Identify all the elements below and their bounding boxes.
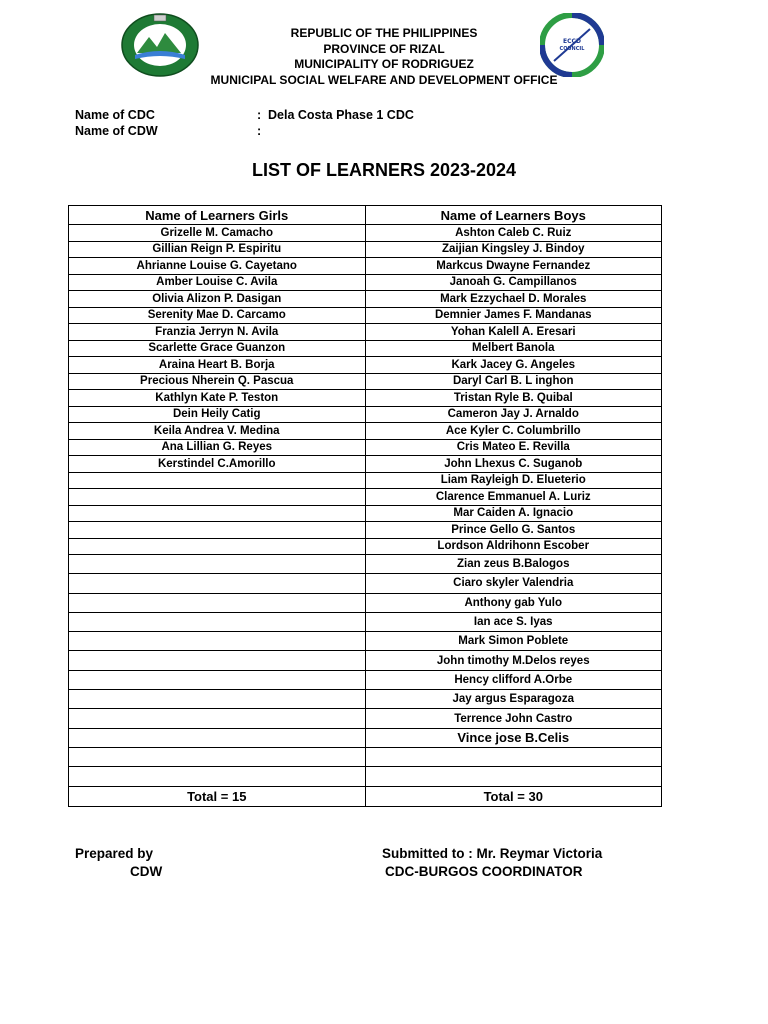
table-row: [69, 767, 662, 787]
boy-name-cell: Daryl Carl B. L inghon: [365, 373, 662, 390]
table-row: [69, 291, 662, 308]
boy-name-cell: Prince Gello G. Santos: [365, 522, 662, 539]
girl-name-cell: [69, 472, 366, 489]
table-row: [69, 373, 662, 390]
table-row: [69, 439, 662, 456]
boy-name-cell: Ian ace S. Iyas: [365, 612, 662, 631]
girl-name-cell: Dein Heily Catig: [69, 406, 366, 423]
boy-name-cell: Mark Simon Poblete: [365, 632, 662, 651]
boys-column-header: Name of Learners Boys: [365, 206, 662, 225]
boy-name-cell: Mar Caiden A. Ignacio: [365, 505, 662, 522]
table-row: [69, 574, 662, 593]
table-row: [69, 390, 662, 407]
table-row: [69, 522, 662, 539]
boy-name-cell: Yohan Kalell A. Eresari: [365, 324, 662, 341]
cdc-value: Dela Costa Phase 1 CDC: [268, 108, 414, 122]
table-row: [69, 324, 662, 341]
girl-name-cell: Ahrianne Louise G. Cayetano: [69, 258, 366, 275]
prepared-by-label: Prepared by: [75, 846, 154, 861]
header-office: MUNICIPAL SOCIAL WELFARE AND DEVELOPMENT OFFICE: [210, 72, 558, 87]
boy-name-cell: Mark Ezzychael D. Morales: [365, 291, 662, 308]
boy-name-cell: Ace Kyler C. Columbrillo: [365, 423, 662, 440]
prepared-by-role: CDW: [130, 864, 163, 879]
boy-name-cell: [365, 767, 662, 787]
header-province: PROVINCE OF RIZAL: [323, 41, 445, 56]
girl-name-cell: Keila Andrea V. Medina: [69, 423, 366, 440]
learners-table-body: [69, 225, 662, 787]
boy-name-cell: Terrence John Castro: [365, 709, 662, 728]
girls-column-header: Name of Learners Girls: [69, 206, 366, 225]
girl-name-cell: [69, 651, 366, 670]
svg-text:COUNCIL: COUNCIL: [559, 46, 585, 52]
table-row: [69, 728, 662, 747]
girl-name-cell: [69, 632, 366, 651]
table-row: [69, 690, 662, 709]
boy-name-cell: Vince jose B.Celis: [365, 728, 662, 747]
girl-name-cell: Serenity Mae D. Carcamo: [69, 307, 366, 324]
total-girls: Total = 15: [69, 787, 366, 807]
boy-name-cell: Clarence Emmanuel A. Luriz: [365, 489, 662, 506]
table-row: [69, 489, 662, 506]
boy-name-cell: Cris Mateo E. Revilla: [365, 439, 662, 456]
girl-name-cell: Olivia Alizon P. Dasigan: [69, 291, 366, 308]
table-row: [69, 632, 662, 651]
boy-name-cell: Liam Rayleigh D. Elueterio: [365, 472, 662, 489]
cdw-label: Name of CDW: [75, 124, 158, 138]
table-row: [69, 747, 662, 766]
boy-name-cell: John Lhexus C. Suganob: [365, 456, 662, 473]
boy-name-cell: Melbert Banola: [365, 340, 662, 357]
girl-name-cell: [69, 747, 366, 766]
table-row: [69, 258, 662, 275]
girl-name-cell: Araina Heart B. Borja: [69, 357, 366, 374]
page-title: LIST OF LEARNERS 2023-2024: [251, 160, 517, 180]
table-row: [69, 241, 662, 258]
boy-name-cell: Cameron Jay J. Arnaldo: [365, 406, 662, 423]
girl-name-cell: Kathlyn Kate P. Teston: [69, 390, 366, 407]
girl-name-cell: [69, 670, 366, 689]
table-row: [69, 555, 662, 574]
table-row: [69, 670, 662, 689]
cdc-label: Name of CDC: [75, 108, 155, 122]
header-republic: REPUBLIC OF THE PHILIPPINES: [290, 26, 478, 40]
girl-name-cell: [69, 709, 366, 728]
girl-name-cell: [69, 767, 366, 787]
boy-name-cell: Hency clifford A.Orbe: [365, 670, 662, 689]
girl-name-cell: Precious Nherein Q. Pascua: [69, 373, 366, 390]
table-row: [69, 357, 662, 374]
boy-name-cell: Zaijian Kingsley J. Bindoy: [365, 241, 662, 258]
boy-name-cell: Markcus Dwayne Fernandez: [365, 258, 662, 275]
girl-name-cell: Grizelle M. Camacho: [69, 225, 366, 242]
cdw-colon: :: [257, 124, 262, 138]
table-row: [69, 456, 662, 473]
table-row: [69, 651, 662, 670]
table-row: [69, 340, 662, 357]
boy-name-cell: Ashton Caleb C. Ruiz: [365, 225, 662, 242]
table-row: [69, 307, 662, 324]
girl-name-cell: [69, 505, 366, 522]
cdc-colon: :: [257, 108, 262, 122]
document-header: [150, 26, 618, 88]
table-row: [69, 423, 662, 440]
boy-name-cell: [365, 747, 662, 766]
table-row: [69, 472, 662, 489]
learners-table: [68, 205, 662, 807]
table-row: [69, 612, 662, 631]
girl-name-cell: Gillian Reign P. Espiritu: [69, 241, 366, 258]
table-row: [69, 538, 662, 555]
table-row: [69, 225, 662, 242]
girl-name-cell: [69, 612, 366, 631]
boy-name-cell: Janoah G. Campillanos: [365, 274, 662, 291]
table-row: [69, 274, 662, 291]
girl-name-cell: [69, 593, 366, 612]
svg-text:ECCD: ECCD: [563, 38, 581, 45]
boy-name-cell: Kark Jacey G. Angeles: [365, 357, 662, 374]
submitted-to-role: CDC-BURGOS COORDINATOR: [385, 864, 583, 879]
header-municipality: MUNICIPALITY OF RODRIGUEZ: [294, 57, 474, 71]
girl-name-cell: [69, 522, 366, 539]
girl-name-cell: [69, 690, 366, 709]
boy-name-cell: John timothy M.Delos reyes: [365, 651, 662, 670]
total-boys: Total = 30: [365, 787, 662, 807]
girl-name-cell: [69, 489, 366, 506]
boy-name-cell: Demnier James F. Mandanas: [365, 307, 662, 324]
boy-name-cell: Jay argus Esparagoza: [365, 690, 662, 709]
table-row: [69, 709, 662, 728]
boy-name-cell: Ciaro skyler Valendria: [365, 574, 662, 593]
totals-row: [69, 787, 662, 807]
boy-name-cell: Lordson Aldrihonn Escober: [365, 538, 662, 555]
girl-name-cell: [69, 574, 366, 593]
girl-name-cell: [69, 728, 366, 747]
table-row: [69, 593, 662, 612]
table-row: [69, 406, 662, 423]
girl-name-cell: [69, 555, 366, 574]
submitted-to-label: Submitted to : Mr. Reymar Victoria: [382, 846, 603, 861]
girl-name-cell: Amber Louise C. Avila: [69, 274, 366, 291]
girl-name-cell: Franzia Jerryn N. Avila: [69, 324, 366, 341]
girl-name-cell: Ana Lillian G. Reyes: [69, 439, 366, 456]
girl-name-cell: [69, 538, 366, 555]
girl-name-cell: Kerstindel C.Amorillo: [69, 456, 366, 473]
table-row: [69, 505, 662, 522]
boy-name-cell: Tristan Ryle B. Quibal: [365, 390, 662, 407]
boy-name-cell: Anthony gab Yulo: [365, 593, 662, 612]
girl-name-cell: Scarlette Grace Guanzon: [69, 340, 366, 357]
boy-name-cell: Zian zeus B.Balogos: [365, 555, 662, 574]
